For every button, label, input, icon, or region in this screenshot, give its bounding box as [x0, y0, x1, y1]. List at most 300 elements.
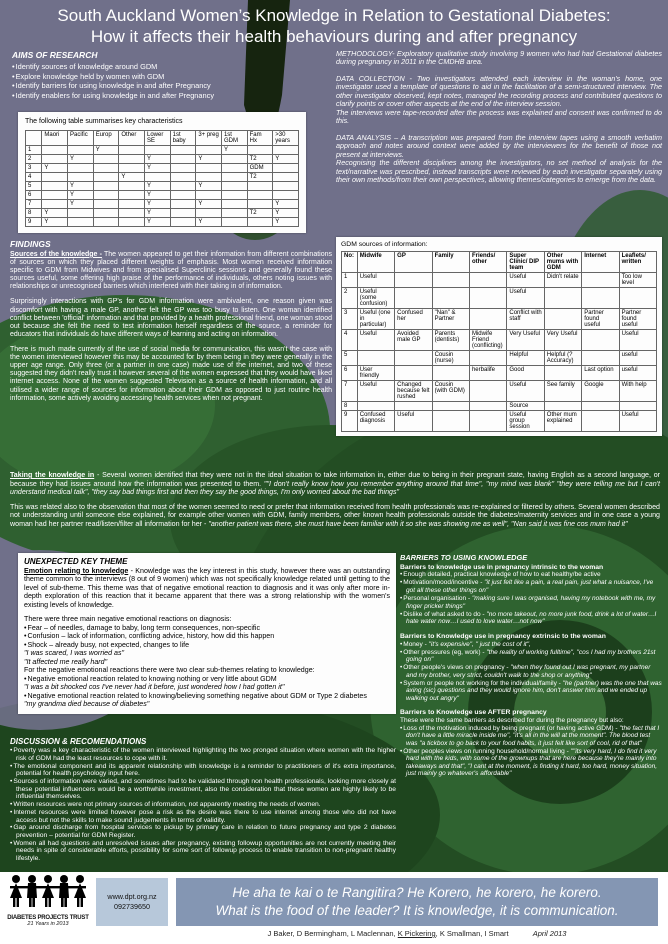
discussion-heading: DISCUSSION & RECOMENDATIONS — [10, 737, 147, 746]
table-cell — [221, 155, 247, 164]
gdm-sources-table — [341, 251, 657, 432]
table-cell: Avoided male GP — [395, 330, 432, 351]
table-cell: Useful — [507, 381, 544, 402]
table-cell: Helpful — [507, 351, 544, 366]
footer — [0, 872, 668, 944]
table-cell: Y — [273, 155, 299, 164]
data-analysis-lead: DATA ANALYSIS – — [336, 132, 399, 142]
table-cell — [469, 309, 506, 330]
author-underlined: K Pickering — [397, 929, 436, 938]
table-cell — [119, 191, 145, 200]
table-row — [26, 200, 299, 209]
table-cell: useful — [619, 366, 656, 381]
table-cell — [68, 164, 94, 173]
table-cell — [196, 191, 222, 200]
data-analysis-paragraph — [336, 134, 662, 185]
quote-line-maori: He aha te kai o te Rangitira? He Korero, he korero, he korero. — [232, 884, 602, 900]
quote-line-english: What is the food of the leader? It is knowledge, it is communication. — [215, 903, 619, 918]
table-cell — [432, 288, 469, 309]
table-cell: Confused diagnosis — [357, 411, 394, 432]
unexpected-heading: UNEXPECTED KEY THEME — [24, 557, 128, 566]
unexpected-key-theme-panel — [18, 553, 396, 714]
data-collection-text: Two investigators attended each interview in the woman’s home, one investigator used a template of questions to aid in the facilitation of a semi-structured interview. The other investigator observed, kept notes, managed the recording process and contributed questions to clarify points or cover other aspects at the end of the interview session. — [336, 73, 663, 109]
list-item: • Fear – of needles, damage to baby, long term consequences, non-specific — [24, 624, 390, 633]
column-header: Friends/ other — [469, 252, 506, 273]
table-cell — [432, 273, 469, 288]
poster-title — [0, 5, 668, 48]
taking-text-2: This was related also to the observation that most of the women seemed to need or prefer that information received from health professionals was re-explained or filtered by others. Several women described not understanding until someone else explained, for example other women with GDM, family members, other known health professionals outside the diabetes/maternity services and in one case a young woman had her partner read/listen/filter all information for her - — [10, 502, 660, 528]
column-header: Maori — [42, 131, 68, 146]
methodology-paragraph — [336, 50, 662, 67]
table-cell: Source — [507, 402, 544, 411]
table-cell — [93, 191, 119, 200]
sources-of-knowledge-lead: Sources of the knowledge - — [10, 250, 102, 258]
table-row — [342, 273, 657, 288]
barriers-group-3-intro: These were the same barriers as described for during the pregnancy but also: — [400, 717, 624, 725]
table-cell — [395, 273, 432, 288]
table-cell — [395, 402, 432, 411]
table-cell — [469, 351, 506, 366]
list-item: • Other peoples views on running household/normal living - ""its very hard, I do find it very hard with the kids, with some of the grownups that are here because they're mainly into takeaways and that", "I cant at the moment, is finding it hard, too hard, money situation, just mainly go whatever's affordable" — [400, 748, 662, 778]
table-row — [342, 309, 657, 330]
list-item: • The emotional component and its apparent relationship with knowledge is a reminder to practitioners of it's extra importance, potential for health psychology input here. — [10, 763, 396, 778]
table-cell: Y — [196, 155, 222, 164]
table-cell — [273, 173, 299, 182]
logo-subtitle: 21 Years in 2013 — [27, 921, 69, 927]
table-cell: Conflict with staff — [507, 309, 544, 330]
aims-section — [12, 50, 330, 101]
table-cell — [93, 173, 119, 182]
table-cell: Cousin (with GDM) — [432, 381, 469, 402]
table-cell — [119, 155, 145, 164]
list-item: • Personal organisation - "making sure I was organised, having my notebook with me, my finger pricker things" — [400, 595, 662, 610]
table-cell — [93, 155, 119, 164]
table-cell — [42, 191, 68, 200]
list-item: • System or people not working for the individual/family - "he (partner) was the one that was axing (sic) questions and they would ignore him, don't answer him and we ended up walking out angry" — [400, 680, 662, 703]
table-row — [26, 173, 299, 182]
table-cell: herbalife — [469, 366, 506, 381]
table-cell — [247, 182, 273, 191]
table-row — [26, 164, 299, 173]
table-cell: 6 — [342, 366, 358, 381]
column-header: 1st baby — [170, 131, 196, 146]
table-cell: Parents (dentists) — [432, 330, 469, 351]
findings-paragraph-1 — [10, 251, 332, 292]
table-row — [26, 155, 299, 164]
table-cell — [619, 402, 656, 411]
emotion-paragraph — [24, 567, 390, 610]
table-cell — [221, 191, 247, 200]
table-cell: T2 — [247, 155, 273, 164]
authors-line — [176, 929, 658, 938]
table-cell: Google — [582, 381, 619, 402]
table-cell: Useful (one in particular) — [357, 309, 394, 330]
taking-knowledge-lead: Taking the knowledge in — [10, 471, 95, 479]
people-figures-icon — [8, 874, 88, 910]
table-cell — [469, 402, 506, 411]
table-cell — [469, 288, 506, 309]
table-cell: Useful — [395, 411, 432, 432]
data-collection-text2: The interviews were tape-recorded after the process was explained and consent was confirmed to do this. — [336, 107, 662, 126]
table-cell: With help — [619, 381, 656, 402]
table-cell: Y — [119, 173, 145, 182]
barriers-section — [400, 554, 662, 778]
table-cell: useful — [619, 351, 656, 366]
table-cell: User friendly — [357, 366, 394, 381]
table-cell: 5 — [342, 351, 358, 366]
authors-pre: J Baker, D Bermingham, L Maclennan, — [267, 929, 398, 938]
table-cell: T2 — [247, 209, 273, 218]
table-cell — [582, 351, 619, 366]
table-cell — [119, 218, 145, 227]
title-line-1: South Auckland Women’s Knowledge in Relation to Gestational Diabetes: — [57, 6, 611, 25]
data-collection-lead: DATA COLLECTION - — [336, 73, 412, 83]
table-cell — [544, 402, 581, 411]
table-cell — [544, 288, 581, 309]
data-analysis-text: A transcription was prepared from the interview tapes using a smooth verbatim approach and notes around context were added by the interviewers for the benefit of those not present at interviews. — [336, 132, 662, 159]
table-row — [26, 218, 299, 227]
column-header: Fam Hx — [247, 131, 273, 146]
reactions-list — [24, 624, 390, 650]
list-item: • Identify barriers for using knowledge in and after Pregnancy — [12, 81, 330, 91]
list-item: • Identify sources of knowledge around GDM — [12, 62, 330, 72]
table-cell: Y — [145, 191, 171, 200]
subtheme-quote-1: "I was a bit shocked cos I've never had it before, just wondered how I had gotten it" — [24, 683, 285, 692]
table-cell: Confused her — [395, 309, 432, 330]
list-item: • Written resources were not primary sources of information, not apparently meeting the needs of women. — [10, 801, 396, 809]
barriers-group-1-heading: Barriers to knowledge use in pregnancy intrinsic to the woman — [400, 563, 604, 571]
table-cell: Y — [68, 191, 94, 200]
gdm-sources-table-panel — [336, 237, 662, 436]
table-cell — [395, 366, 432, 381]
data-analysis-text2: Recognising the different disciplines among the investigators, no set method of analysis for the text/narrative was prescribed, instead transcripts were reviewed by each investigator separately using their own methods/from their own perspectives, allowing themes/categories to emerge from the data. — [336, 158, 662, 185]
table-cell — [273, 146, 299, 155]
table-cell: Useful — [507, 288, 544, 309]
table-cell: Other mum explained — [544, 411, 581, 432]
table-cell — [221, 182, 247, 191]
table-row — [26, 146, 299, 155]
column-header: Europ — [93, 131, 119, 146]
gdm-sources-caption: GDM sources of information: — [341, 241, 428, 248]
table-cell — [221, 200, 247, 209]
list-item: • Motivation/mood/incentive - "it just felt like a pain, a real pain, just what a nuisance, I've got all these other things on" — [400, 579, 662, 594]
barriers-group-2-list — [400, 641, 662, 703]
column-header: Super Clinic/ DIP team — [507, 252, 544, 273]
table-cell: 6 — [26, 191, 42, 200]
table-cell: Y — [68, 155, 94, 164]
table-cell: Y — [196, 200, 222, 209]
table-cell — [273, 164, 299, 173]
table-cell: See family — [544, 381, 581, 402]
table-cell — [273, 191, 299, 200]
table-cell — [196, 146, 222, 155]
table-cell — [247, 218, 273, 227]
table-cell: Didn't relate — [544, 273, 581, 288]
table-cell: 1 — [26, 146, 42, 155]
table-cell — [469, 411, 506, 432]
table-row — [26, 191, 299, 200]
column-header: Family — [432, 252, 469, 273]
table-cell: Y — [145, 182, 171, 191]
methodology-section — [336, 50, 662, 193]
table-cell: Y — [42, 218, 68, 227]
table-row — [342, 411, 657, 432]
table-cell: Partner found useful — [619, 309, 656, 330]
table-cell — [582, 288, 619, 309]
table-cell — [68, 209, 94, 218]
findings-section — [10, 240, 332, 410]
table-cell: 9 — [342, 411, 358, 432]
table-cell — [582, 330, 619, 351]
table-cell: Y — [196, 182, 222, 191]
barriers-group-3-list — [400, 725, 662, 778]
table-cell: 3 — [26, 164, 42, 173]
reaction-quote-2: "It affected me really hard" — [24, 657, 108, 666]
reactions-intro: There were three main negative emotional reactions on diagnosis: — [24, 615, 232, 624]
table-cell: Y — [196, 218, 222, 227]
table-cell: Helpful (? Accuracy) — [544, 351, 581, 366]
table-cell: Very Useful — [507, 330, 544, 351]
table-cell: 1 — [342, 273, 358, 288]
table-cell: 7 — [26, 200, 42, 209]
subthemes-intro: For the negative emotional reactions there were two clear sub-themes relating to knowledge: — [24, 666, 315, 675]
table-header-row — [26, 131, 299, 146]
column-header — [26, 131, 42, 146]
table-cell — [93, 209, 119, 218]
table-cell — [170, 182, 196, 191]
taking-quotes-2: "another patient was there, she must have been familiar with it so she was showing me as well", "Nan said it was fine cos mum had it" — [208, 519, 628, 528]
column-header: Internet — [582, 252, 619, 273]
table-cell: 8 — [342, 402, 358, 411]
table-cell — [170, 155, 196, 164]
reaction-quote-1: "I was scared, I was worried as" — [24, 649, 125, 658]
column-header: Other mums with GDM — [544, 252, 581, 273]
list-item: • Gap around discharge from hospital services to pickup by primary care in relation to future pregnancy and type 2 diabetes prevention – potential for GDM Register. — [10, 824, 396, 839]
authors-post: , K Smallman, I Smart — [435, 929, 509, 938]
table-cell: Y — [145, 164, 171, 173]
list-item: • Other people's views on pregnancy - "when they found out I was pregnant, my partner and my brother, very strict, couldn't walk to the shop or anything" — [400, 664, 662, 679]
discussion-list — [10, 747, 396, 863]
table-cell: 3 — [342, 309, 358, 330]
table-cell — [273, 182, 299, 191]
logo-title: DIABETES PROJECTS TRUST — [7, 915, 89, 921]
table-cell — [544, 366, 581, 381]
table-cell — [170, 209, 196, 218]
table-cell — [221, 209, 247, 218]
list-item: • Confusion – lack of information, conflicting advice, history, how did this happen — [24, 632, 390, 641]
table-cell — [119, 164, 145, 173]
table-cell: Y — [93, 146, 119, 155]
column-header: Leaflets/ written — [619, 252, 656, 273]
table-cell: Y — [145, 200, 171, 209]
title-line-2: How it affects their health behaviours during and after pregnancy — [90, 27, 578, 47]
table-cell: Useful (some confusion) — [357, 288, 394, 309]
methodology-lead: METHODOLOGY- — [336, 49, 395, 58]
table-cell — [93, 218, 119, 227]
list-item: • Shock – already busy, not expected, changes to life — [24, 641, 390, 650]
table-cell — [170, 218, 196, 227]
table-cell: 2 — [342, 288, 358, 309]
table-cell: T2 — [247, 173, 273, 182]
table-cell — [247, 146, 273, 155]
table-cell: Cousin (nurse) — [432, 351, 469, 366]
table-cell — [170, 173, 196, 182]
taking-paragraph-1 — [10, 471, 660, 497]
table-cell: 7 — [342, 381, 358, 402]
table-cell — [119, 182, 145, 191]
barriers-group-2-heading: Barriers to Knowledge use in pregnancy extrinsic to the woman — [400, 632, 606, 640]
table-cell: Last option — [582, 366, 619, 381]
table-row — [342, 366, 657, 381]
table-row — [342, 402, 657, 411]
table-cell: 5 — [26, 182, 42, 191]
findings-paragraph-3: There is much made currently of the use of social media for communication, this wasn't the case with the women interviewed however this may be accounted for by them being in they were generally in the upper age range. Only three (or a partner in one case) made use of the internet, and two of these suggested they didn't really trust it however several of the women expressed that they would have liked internet access. None of the women suggested Television as a source of health information, and all utilised a wider range of sources for information about their GDM as opposed to just routine health information, some actively avoiding accessing health services when not pregnant. — [10, 345, 332, 402]
table-cell — [145, 173, 171, 182]
table-cell — [170, 164, 196, 173]
table-row — [342, 351, 657, 366]
table-cell: 2 — [26, 155, 42, 164]
table-cell — [42, 173, 68, 182]
table-cell: Too low level — [619, 273, 656, 288]
list-item: • Other pressures (eg, work) - "the reality of working fulltime", "cos I had my brothers 21st going on" — [400, 649, 662, 664]
table-cell: Y — [273, 200, 299, 209]
taking-text: - Several women identified that they were not in the ideal situation to take information in, either due to being in their pregnant state, having English as a second language, or because they had issues around how the information was presented to them. — [10, 471, 660, 488]
table-cell — [221, 173, 247, 182]
table-cell: Changed because felt rushed — [395, 381, 432, 402]
discussion-section — [10, 737, 396, 863]
barriers-group-1-list — [400, 571, 662, 625]
table-cell — [42, 200, 68, 209]
table-row — [26, 182, 299, 191]
table-cell — [247, 200, 273, 209]
table-cell: Useful — [619, 330, 656, 351]
table-cell — [196, 164, 222, 173]
table-cell: Y — [145, 218, 171, 227]
table-cell — [432, 402, 469, 411]
table-cell — [170, 191, 196, 200]
column-header: Lower SE — [145, 131, 171, 146]
table-cell: Y — [145, 155, 171, 164]
emotion-lead: Emotion relating to knowledge — [24, 566, 129, 575]
table-cell — [68, 173, 94, 182]
table-cell — [469, 273, 506, 288]
table-cell: Y — [273, 209, 299, 218]
table-cell: Good — [507, 366, 544, 381]
table-cell: Useful — [357, 330, 394, 351]
table-cell — [68, 218, 94, 227]
table-cell — [170, 200, 196, 209]
table-cell: Y — [42, 209, 68, 218]
table-cell: 4 — [26, 173, 42, 182]
table-cell — [432, 366, 469, 381]
table-cell — [119, 209, 145, 218]
table-cell — [469, 381, 506, 402]
table-cell — [93, 182, 119, 191]
table-cell — [68, 146, 94, 155]
table-cell: 4 — [342, 330, 358, 351]
characteristics-table — [25, 130, 299, 227]
findings-paragraph-2: Surprisingly interactions with GP's for GDM information were ambivalent, one reason given was discomfort with having a male GP, another felt the GP was too busy to listen. One woman identified conflict between 'official' information and that provided by a health professional friend, one woman stood out because she felt the need to test information herself regardless of the source, a reminder for educators that individuals do have different ways of learning and acting on information. — [10, 298, 332, 338]
table-cell: Y — [221, 146, 247, 155]
table-cell — [93, 164, 119, 173]
table-cell — [221, 164, 247, 173]
table-cell: Useful — [357, 273, 394, 288]
website-text: www.dpt.org.nz — [107, 891, 157, 901]
table-cell: Useful — [619, 411, 656, 432]
table-cell — [119, 200, 145, 209]
whakatauki-quote-box — [176, 878, 658, 926]
table-cell: Y — [145, 209, 171, 218]
column-header: 3+ preg — [196, 131, 222, 146]
table-cell — [93, 200, 119, 209]
table-cell — [395, 288, 432, 309]
table-cell: Y — [68, 182, 94, 191]
list-item: • Sources of information were varied, and sometimes had to be validated through non health professionals, looking more closely at these potential influencers would be a worthwhile investment, also the consideration that these women are highly likely to be influential themselves. — [10, 778, 396, 801]
list-item: • Explore knowledge held by women with GDM — [12, 72, 330, 82]
table-cell — [357, 351, 394, 366]
table-cell — [582, 411, 619, 432]
table-cell: "Nan" & Partner — [432, 309, 469, 330]
table-cell — [357, 402, 394, 411]
subtheme-quote-2: "my grandma died because of diabetes" — [24, 700, 150, 709]
aims-heading: AIMS OF RESEARCH — [12, 50, 98, 60]
table-cell — [196, 173, 222, 182]
table-cell: Useful — [507, 273, 544, 288]
column-header: Midwife — [357, 252, 394, 273]
findings-text-1: The women appeared to get their information from different combinations of sources on which they placed different weights of emphasis. Most women received information specific to GDM from Midwives and from specialised Superclinic sessions and generally found these sources useful, some offering high praise of the performance of individuals, others noting issues with relationships or unrecognised barriers which interfered with their taking in of information. — [10, 250, 332, 291]
list-item: • Loss of the motivation induced by being pregnant (or having active GDM) - "the fact that I don't have a little miracle inside me", "it's all in the will at the moment". The blood test was "a tickbox to go back to your food habits, it just felt like sort of cool, rid of that" — [400, 725, 662, 748]
column-header: 1st GDM — [221, 131, 247, 146]
list-item: • Dislike of what asked to do - "no more takeout, no more junk food, drink a lot of water…I hate water now…I used to love water…not now" — [400, 611, 662, 626]
table-cell: Very Useful — [544, 330, 581, 351]
phone-number: 092739650 — [114, 902, 150, 911]
table-cell: 9 — [26, 218, 42, 227]
table-cell — [582, 273, 619, 288]
aims-list — [12, 62, 330, 101]
table-cell: Midwife Friend (conflicting) — [469, 330, 506, 351]
subtheme-2: • Negative emotional reaction related to knowing/believing something negative about GDM or Type 2 diabetes — [24, 692, 390, 701]
table-cell — [196, 209, 222, 218]
list-item: • Women all had questions and unresolved issues after pregnancy, existing followup opportunities are not currently meeting their needs in spite of considerable efforts, possibility for some sort of followup process to enable transition to non-pregnant healthy lifestyle. — [10, 840, 396, 863]
table-cell: Useful group session — [507, 411, 544, 432]
table-cell: Y — [68, 200, 94, 209]
table-cell — [170, 146, 196, 155]
table-cell — [619, 288, 656, 309]
poster-date: April 2013 — [532, 929, 567, 938]
table-cell — [544, 309, 581, 330]
column-header: No: — [342, 252, 358, 273]
table-cell: Useful — [357, 381, 394, 402]
table-header-row — [342, 252, 657, 273]
taking-knowledge-section — [10, 471, 660, 534]
table-cell: 8 — [26, 209, 42, 218]
table-cell — [42, 155, 68, 164]
table-cell — [221, 218, 247, 227]
emotion-text: - Knowledge was the key interest in this study, however there was an outstanding theme common to the interviews (8 out of 9 women) which was not specifically knowledge related until getting to the level of sub-theme. This theme was that of negative emotional reaction to diagnosis and it was only after more in-depth exploration of this reaction that it became apparent that there was a strong relationship with the women's existing levels of knowledge. — [24, 566, 390, 609]
list-item: • Internet resources were limited however pose a risk as the desire was there to use internet among those who did not have access but not the skills to make sound judgements in terms of validity. — [10, 809, 396, 824]
table-row — [342, 330, 657, 351]
table-cell — [119, 146, 145, 155]
taking-quotes: ""I don't really know how you remember anything around that time", "my mind was blank" "they were telling me but I can't understand medical talk", "they say bad things first and then they say the good things, I'm only worried about the bad things" — [10, 479, 660, 496]
findings-heading: FINDINGS — [10, 239, 51, 249]
table-cell — [42, 182, 68, 191]
table-row — [342, 381, 657, 402]
table-cell: Partner found useful — [582, 309, 619, 330]
table-cell: Y — [42, 164, 68, 173]
methodology-text: Exploratory qualitative study involving 9 women who had had Gestational diabetes during pregnancy in 2011 in the CMDHB area. — [336, 49, 663, 67]
taking-paragraph-2 — [10, 503, 660, 529]
table-row — [342, 288, 657, 309]
